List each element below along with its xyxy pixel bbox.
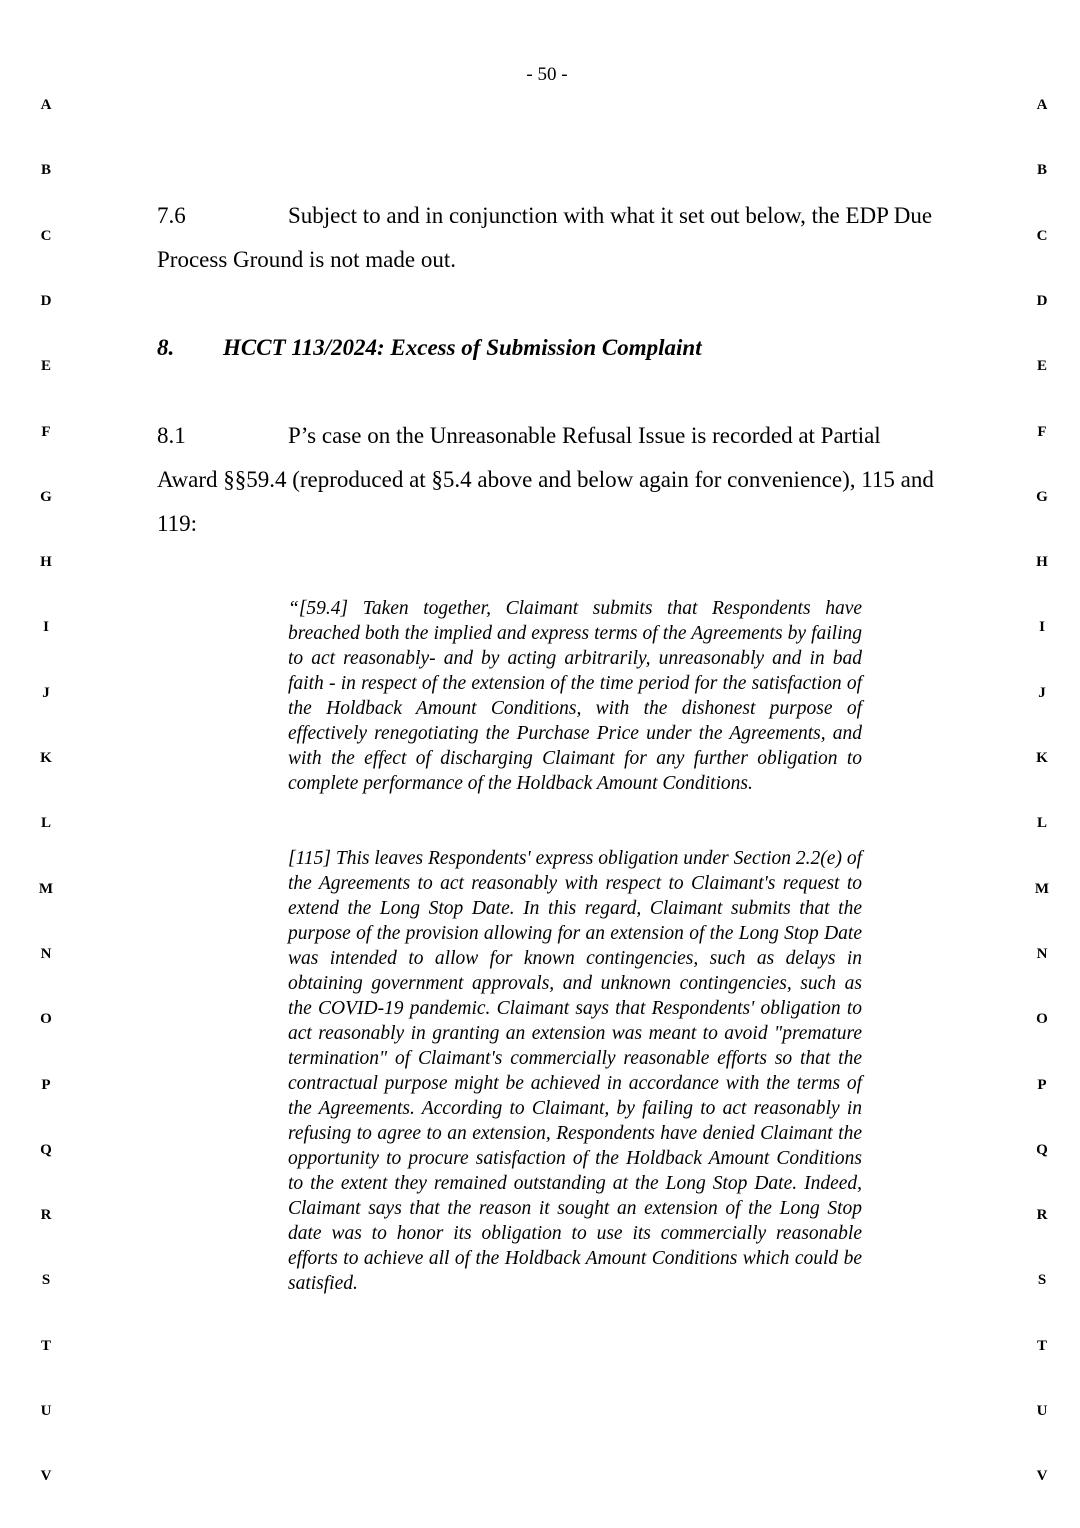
paragraph-7-6 [157, 194, 937, 282]
margin-letter-right: P [1037, 1076, 1047, 1093]
margin-letter-right: B [1036, 162, 1047, 179]
margin-letter-right: S [1037, 1272, 1047, 1289]
margin-letter-right: I [1039, 619, 1045, 636]
margin-letter-right: O [1036, 1011, 1048, 1028]
margin-letter-right: R [1036, 1207, 1048, 1224]
margin-letter-left: D [40, 292, 52, 309]
page-number: - 50 - [526, 64, 568, 85]
margin-letter-left: O [40, 1011, 52, 1028]
paragraph-8-1 [157, 414, 937, 546]
margin-letter-left: R [40, 1207, 52, 1224]
margin-letter-left: T [40, 1337, 51, 1354]
margin-letter-left: E [40, 358, 51, 375]
paragraph-number: 8.1 [157, 423, 186, 448]
margin-letter-left: U [40, 1403, 52, 1419]
margin-letter-left: H [40, 554, 52, 571]
margin-letter-right: M [1034, 880, 1050, 897]
margin-letter-right: H [1036, 554, 1048, 571]
margin-letter-left: P [41, 1076, 51, 1093]
margin-letter-right: D [1036, 292, 1048, 309]
section-title: HCCT 113/2024: Excess of Submission Complaint [223, 335, 702, 360]
margin-letter-right: N [1036, 945, 1048, 962]
margin-letter-left: L [40, 815, 51, 832]
margin-letter-left: C [40, 227, 52, 244]
margin-letter-left: B [40, 162, 51, 179]
section-heading-8 [157, 332, 702, 364]
block-quote-59-4: “[59.4] Taken together, Claimant submits that Respondents have breached both the implied and express terms of the Agreements by failing to act reasonably- and by acting arbitrarily, unreasonably and in bad faith - in respect of the extension of the time period for the satisfaction of the Holdback Amount Conditions, with the dishonest purpose of effectively renegotiating the Purchase Price under the Agreements, and with the effect of discharging Claimant for any further obligation to complete performance of the Holdback Amount Conditions. [288, 598, 862, 794]
margin-letter-left: S [41, 1272, 51, 1289]
margin-letter-left: J [42, 684, 50, 701]
margin-letter-right: A [1036, 97, 1048, 113]
block-quote-115: [115] This leaves Respondents' express obligation under Section 2.2(e) of the Agreements to act reasonably with respect to Claimant's request to extend the Long Stop Date. In this regard, Claimant submits that the purpose of the provision allowing for an extension of the Long Stop Date was intended to allow for known contingencies, such as delays in obtaining government approvals, and unknown contingencies, such as the COVID-19 pandemic. Claimant says that Respondents' obligation to act reasonably in granting an extension was meant to avoid "premature termination" of Claimant's commercially reasonable efforts so that the contractual purpose might be achieved in accordance with the terms of the Agreements. According to Claimant, by failing to act reasonably in refusing to agree to an extension, Respondents have denied Claimant the opportunity to procure satisfaction of the Holdback Amount Conditions to the extent they remained outstanding at the Long Stop Date. Indeed, Claimant says that the reason it sought an extension of the Long Stop date was to honor its obligation to use its commercially reasonable efforts to achieve all of the Holdback Amount Conditions which could be satisfied. [288, 848, 862, 1294]
margin-letter-right: T [1036, 1337, 1047, 1354]
margin-letter-right: K [1036, 750, 1048, 766]
margin-letter-right: J [1038, 684, 1046, 701]
margin-letter-left: I [43, 619, 49, 636]
margin-letter-right: E [1036, 358, 1047, 375]
margin-letter-left: A [40, 97, 52, 113]
section-number: 8. [157, 335, 175, 360]
margin-letter-left: G [40, 488, 52, 505]
paragraph-number: 7.6 [157, 203, 186, 228]
margin-letter-right: L [1036, 815, 1047, 832]
margin-letter-right: Q [1036, 1141, 1048, 1158]
margin-letter-right: F [1037, 423, 1047, 440]
paragraph-text: Subject to and in conjunction with what it set out below, the EDP Due Process Ground is not made out. [157, 203, 933, 272]
margin-letter-right: U [1036, 1403, 1048, 1419]
margin-letter-right: V [1036, 1468, 1048, 1485]
paragraph-text: P’s case on the Unreasonable Refusal Issue is recorded at Partial Award §§59.4 (reproduced at §5.4 above and below again for convenience), 115 and 119: [157, 423, 934, 536]
margin-letter-left: N [40, 945, 52, 962]
margin-letter-right: C [1036, 227, 1048, 244]
margin-letter-left: M [38, 880, 54, 897]
margin-letter-left: V [40, 1468, 52, 1485]
margin-letter-left: F [41, 423, 51, 440]
margin-letter-left: Q [40, 1141, 52, 1158]
margin-letter-left: K [40, 750, 52, 766]
margin-letter-right: G [1036, 488, 1048, 505]
